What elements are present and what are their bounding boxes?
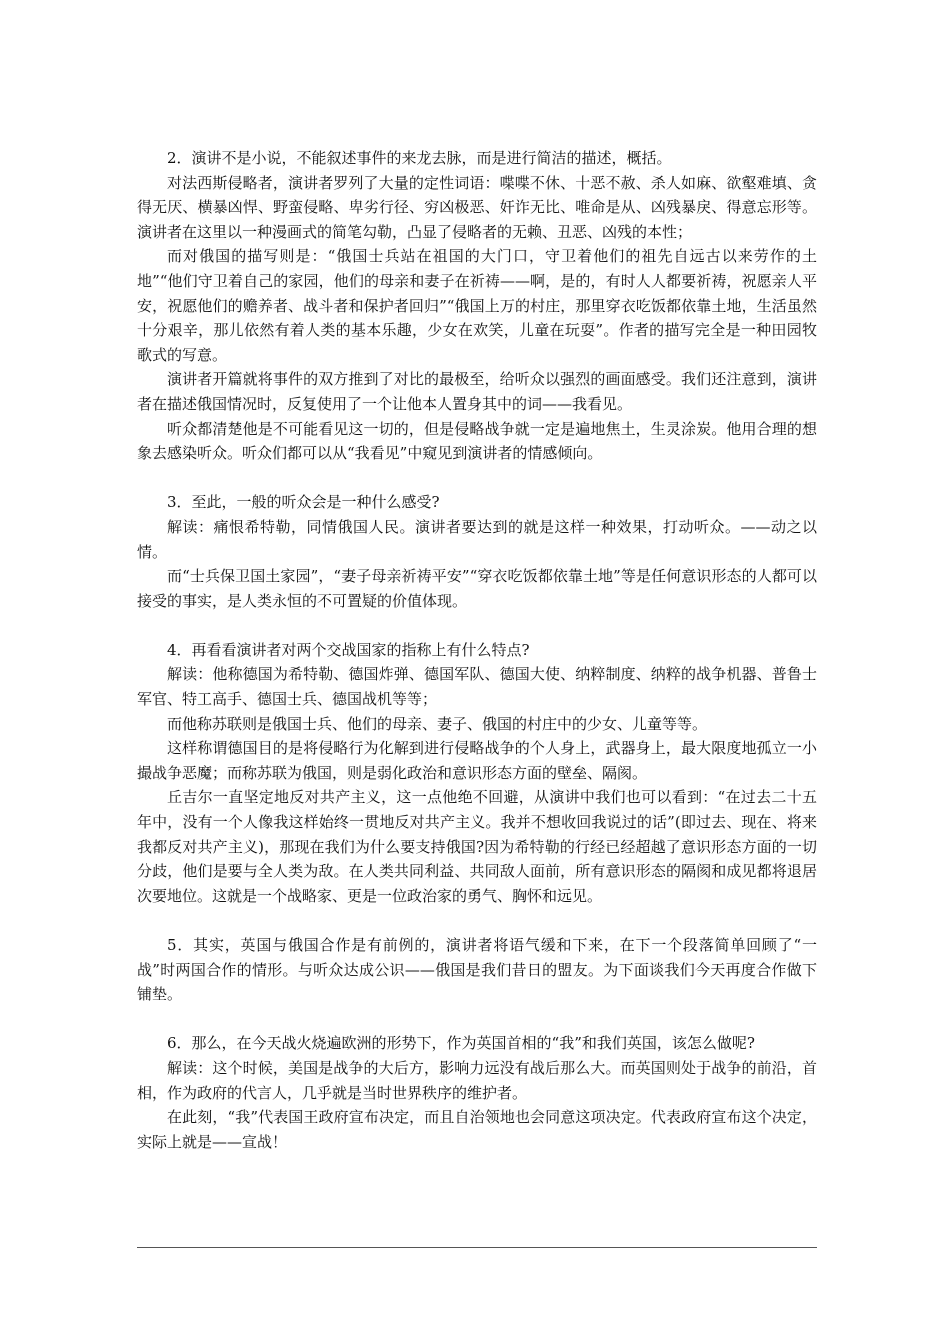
section-6 (137, 1031, 817, 1154)
paragraph: 这样称谓德国目的是将侵略行为化解到进行侵略战争的个人身上，武器身上，最大限度地孤立一小撮战争恶魔；而称苏联为俄国，则是弱化政治和意识形态方面的壁垒、隔阂。 (137, 739, 817, 782)
paragraph: 听众都清楚他是不可能看见这一切的，但是侵略战争就一定是遍地焦土，生灵涂炭。他用合理的想象去感染听众。听众们都可以从“我看见”中窥见到演讲者的情感倾向。 (137, 419, 817, 463)
paragraph: 6．那么，在今天战火烧遍欧洲的形势下，作为英国首相的“我”和我们英国，该怎么做呢? (167, 1034, 755, 1053)
paragraph: 4．再看看演讲者对两个交战国家的指称上有什么特点? (167, 640, 530, 659)
section-2 (137, 146, 817, 466)
paragraph: 对法西斯侵略者，演讲者罗列了大量的定性词语：喋喋不休、十恶不赦、杀人如麻、欲壑难填、贪得无厌、横暴凶悍、野蛮侵略、卑劣行径、穷凶极恶、奸诈无比、唯命是从、凶残暴戾、得意忘形等。演讲者在这里以一种漫画式的简笔勾勒，凸显了侵略者的无赖、丑恶、凶残的本性； (137, 173, 817, 241)
paragraph: 5．其实，英国与俄国合作是有前例的，演讲者将语气缓和下来，在下一个段落简单回顾了“一战”时两国合作的情形。与听众达成公识——俄国是我们昔日的盟友。为下面谈我们今天再度合作做下铺垫。 (137, 936, 817, 1004)
paragraph: 丘吉尔一直坚定地反对共产主义，这一点他绝不回避，从演讲中我们也可以看到：“在过去二十五年中，没有一个人像我这样始终一贯地反对共产主义。我并不想收回我说过的话”(即过去、现在、将来我都反对共产主义)，那现在我们为什么要支持俄国?因为希特勒的行经已经超越了意识形态方面的一切分歧，他们是要与全人类为敌。在人类共同利益、共同敌人面前，所有意识形态的隔阂和成见都将退居次要地位。这就是一个战略家、更是一位政治家的勇气、胸怀和远见。 (137, 788, 817, 905)
paragraph: 而“士兵保卫国土家园”，“妻子母亲祈祷平安”“穿衣吃饭都依靠土地”等是任何意识形态的人都可以接受的事实，是人类永恒的不可置疑的价值体现。 (137, 567, 817, 610)
paragraph: 而对俄国的描写则是：“俄国士兵站在祖国的大门口，守卫着他们的祖先自远古以来劳作的土地”“他们守卫着自己的家园，他们的母亲和妻子在祈祷——啊，是的，有时人人都要祈祷，祝愿亲人平安，祝愿他们的赡养者、战斗者和保护者回归”“俄国上万的村庄，那里穿衣吃饭都依靠土地，生活虽然十分艰辛，那儿依然有着人类的基本乐趣，少女在欢笑，儿童在玩耍”。作者的描写完全是一种田园牧歌式的写意。 (137, 247, 817, 364)
paragraph: 解读：这个时候，美国是战争的大后方，影响力远没有战后那么大。而英国则处于战争的前沿，首相，作为政府的代言人，几乎就是当时世界秩序的维护者。 (137, 1058, 817, 1102)
paragraph: 2．演讲不是小说，不能叙述事件的来龙去脉，而是进行简洁的描述，概括。 (167, 149, 672, 167)
section-3 (137, 490, 817, 613)
paragraph: 解读：他称德国为希特勒、德国炸弹、德国军队、德国大使、纳粹制度、纳粹的战争机器、普鲁士军官、特工高手、德国士兵、德国战机等等； (137, 665, 817, 709)
paragraph: 在此刻，“我”代表国王政府宣布决定，而且自治领地也会同意这项决定。代表政府宣布这个决定，实际上就是——宣战！ (137, 1108, 817, 1151)
section-4 (137, 638, 817, 909)
paragraph: 演讲者开篇就将事件的双方推到了对比的最极至，给听众以强烈的画面感受。我们还注意到，演讲者在描述俄国情况时，反复使用了一个让他本人置身其中的词——我看见。 (137, 370, 817, 413)
document-body (137, 146, 817, 1179)
paragraph: 而他称苏联则是俄国士兵、他们的母亲、妻子、俄国的村庄中的少女、儿童等等。 (167, 714, 708, 733)
paragraph: 解读：痛恨希特勒，同情俄国人民。演讲者要达到的就是这样一种效果，打动听众。——动之以情。 (137, 517, 817, 561)
paragraph: 3．至此，一般的听众会是一种什么感受? (167, 493, 440, 512)
footer-divider (137, 1247, 817, 1248)
section-5 (137, 933, 817, 1007)
